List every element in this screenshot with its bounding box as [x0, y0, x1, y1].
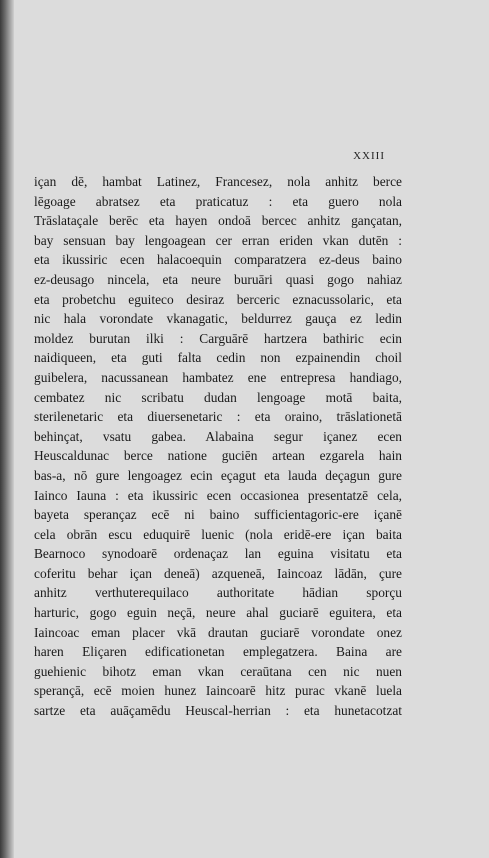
text-line: haren Eliçaren edificationetan emplegatzera. Baina are — [34, 644, 402, 660]
text-line: eta ikussiric ecen halacoequin comparatzera ez-deus baino — [34, 252, 402, 268]
text-line: sperançā, ecē moien hunez Iaincoarē hitz purac vkanē luela — [34, 683, 402, 699]
text-line: cela obrān escu eduquirē luenic (nola eridē-ere içan baita — [34, 526, 402, 542]
text-line: guehienic bihotz eman vkan ceraūtana cen nic nuen — [34, 663, 402, 679]
text-line: Iaincoac eman placer vkā drautan guciarē vorondate onez — [34, 624, 402, 640]
book-gutter-shadow — [0, 0, 14, 858]
body-text — [34, 172, 402, 721]
text-line: harturic, gogo eguin neçā, neure ahal guciarē eguitera, eta — [34, 605, 402, 621]
text-line: coferitu behar içan deneā) azqueneā, Iaincoaz lādān, çure — [34, 565, 402, 581]
text-line: içan dē, hambat Latinez, Francesez, nola anhitz berce — [34, 174, 402, 189]
text-line: ez-deusago nincela, eta neure buruāri quasi gogo nahiaz — [34, 271, 402, 287]
text-line: Trāslataçale berēc eta hayen ondoā bercec anhitz gançatan, — [34, 213, 402, 229]
text-line: sterilenetaric eta diuersenetaric : eta oraino, trāslationetā — [34, 409, 402, 425]
text-line: bayeta sperançaz ecē ni baino sufficientagoric-ere içanē — [34, 507, 402, 523]
page-number: XXIII — [353, 150, 385, 162]
text-line: Bearnoco synodoarē ordenaçaz lan eguina visitatu eta — [34, 546, 402, 562]
text-line: moldez burutan ilki : Carguārē hartzera bathiric ecin — [34, 330, 402, 346]
text-line: bas-a, nō gure lengoagez ecin eçagut eta lauda deçagun gure — [34, 467, 402, 483]
book-page — [14, 0, 489, 858]
text-line: behinçat, vsatu gabea. Alabaina segur içanez ecen — [34, 428, 402, 444]
text-line: Heuscaldunac berce natione guciēn artean ezgarela hain — [34, 448, 402, 464]
text-line: lēgoage abratsez eta praticatuz : eta guero nola — [34, 193, 402, 209]
text-line: anhitz verthuterequilaco authoritate hādian sporçu — [34, 585, 402, 601]
text-line: Iainco Iauna : eta ikussiric ecen occasionea presentatzē cela, — [34, 487, 402, 503]
text-line: cembatez nic scribatu dudan lengoage motā baita, — [34, 389, 402, 405]
text-line: bay sensuan bay lengoagean cer erran eriden vkan dutēn : — [34, 232, 402, 248]
text-line: nic hala vorondate vkanagatic, beldurrez gauça ez ledin — [34, 311, 402, 327]
text-line: guibelera, nacussanean hambatez ene entrepresa handiago, — [34, 369, 402, 385]
text-line: eta probetchu eguiteco desiraz berceric eznacussolaric, eta — [34, 291, 402, 307]
text-line: naidiqueen, eta guti falta cedin non ezpainendin choil — [34, 350, 402, 366]
text-line: sartze eta auāçamēdu Heuscal-herrian : eta hunetacotzat — [34, 703, 402, 719]
